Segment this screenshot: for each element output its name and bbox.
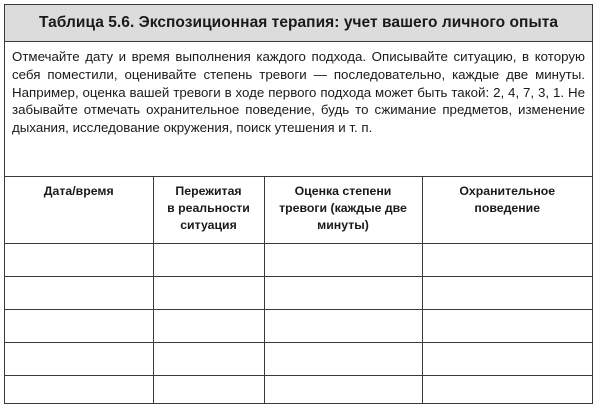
table-row — [5, 376, 592, 405]
table-cell[interactable] — [153, 376, 264, 405]
table-cell[interactable] — [5, 343, 153, 376]
table-cell[interactable] — [153, 277, 264, 310]
table-cell[interactable] — [264, 376, 422, 405]
table-row — [5, 277, 592, 310]
table-cell[interactable] — [5, 277, 153, 310]
table-cell[interactable] — [153, 244, 264, 277]
table-cell[interactable] — [422, 277, 592, 310]
header-line: Пережитая — [175, 184, 242, 198]
exposure-therapy-worksheet — [4, 4, 593, 404]
header-line: ситуация — [180, 218, 237, 232]
worksheet-title: Таблица 5.6. Экспозиционная терапия: учет вашего личного опыта — [38, 14, 559, 31]
log-table — [5, 177, 592, 404]
table-cell[interactable] — [422, 376, 592, 405]
column-header-safety-behavior — [422, 177, 592, 244]
table-body — [5, 244, 592, 405]
table-header-row — [5, 177, 592, 244]
header-line: Оценка степени — [294, 184, 392, 198]
table-cell[interactable] — [5, 310, 153, 343]
column-header-situation — [153, 177, 264, 244]
column-header-datetime — [5, 177, 153, 244]
table-cell[interactable] — [153, 343, 264, 376]
column-header-anxiety-rating — [264, 177, 422, 244]
table-cell[interactable] — [5, 376, 153, 405]
title-bar — [5, 5, 592, 42]
table-row — [5, 244, 592, 277]
instructions-paragraph: Отмечайте дату и время выполнения каждого подхода. Описывайте ситуацию, в которую себя поместили, оценивайте степень тревоги — последовательно, каждые две минуты. Например, оценка вашей тревоги в ходе первого подхода может быть такой: 2, 4, 7, 3, 1. Не забывайте отмечать охранительное поведение, будь то сжимание предметов, изменение дыхания, исследование окружения, поиск утешения и т. п. — [5, 42, 592, 177]
table-cell[interactable] — [422, 310, 592, 343]
table-cell[interactable] — [264, 343, 422, 376]
table-cell[interactable] — [5, 244, 153, 277]
header-line: поведение — [474, 201, 541, 215]
header-line: Охранительное — [459, 184, 556, 198]
table-row — [5, 343, 592, 376]
table-cell[interactable] — [153, 310, 264, 343]
table-cell[interactable] — [264, 244, 422, 277]
table-row — [5, 310, 592, 343]
header-line: тревоги (каждые две — [279, 201, 407, 215]
table-cell[interactable] — [422, 343, 592, 376]
table-cell[interactable] — [422, 244, 592, 277]
table-cell[interactable] — [264, 310, 422, 343]
header-line: минуты) — [317, 218, 369, 232]
header-line: Дата/время — [43, 184, 114, 198]
header-line: в реальности — [167, 201, 250, 215]
table-cell[interactable] — [264, 277, 422, 310]
